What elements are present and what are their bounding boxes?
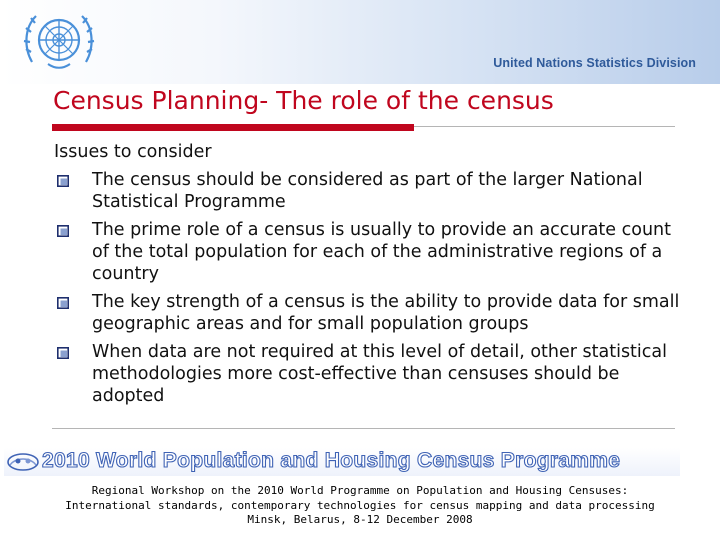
list-item — [54, 169, 684, 213]
footer-line: Minsk, Belarus, 8-12 December 2008 — [247, 513, 473, 526]
checkbox-bullet-icon — [57, 175, 69, 187]
list-item — [54, 341, 684, 407]
program-banner — [4, 448, 680, 476]
bullet-list — [54, 169, 684, 407]
checkbox-bullet-icon — [57, 347, 69, 359]
checkbox-bullet-icon — [57, 297, 69, 309]
list-item — [54, 291, 684, 335]
title-underline-accent — [52, 124, 414, 131]
footer-line: International standards, contemporary technologies for census mapping and data processing — [65, 498, 655, 512]
bullet-text: When data are not required at this level of detail, other statistical methodologies more cost-effective than censuses should be adopted — [92, 342, 667, 406]
footer — [0, 484, 720, 528]
footer-line: Regional Workshop on the 2010 World Programme on Population and Housing Censuses: — [91, 484, 629, 497]
census-program-logo-icon — [6, 451, 40, 473]
intro-text: Issues to consider — [54, 142, 212, 162]
un-emblem-icon — [22, 8, 96, 72]
content-bottom-rule — [52, 428, 675, 429]
title-underline-rule — [414, 126, 675, 127]
bullet-text: The key strength of a census is the ability to provide data for small geographic areas and for small population groups — [92, 292, 680, 334]
header-band — [0, 0, 720, 84]
list-item — [54, 219, 684, 285]
bullet-text: The census should be considered as part of the larger National Statistical Programme — [92, 170, 643, 212]
bullet-text: The prime role of a census is usually to provide an accurate count of the total population for each of the administrative regions of a country — [92, 220, 671, 284]
checkbox-bullet-icon — [57, 225, 69, 237]
division-name: United Nations Statistics Division — [493, 56, 696, 70]
slide-title: Census Planning- The role of the census — [53, 86, 554, 115]
program-banner-title: 2010 World Population and Housing Census Programme — [42, 449, 621, 472]
slide-body — [54, 141, 684, 407]
